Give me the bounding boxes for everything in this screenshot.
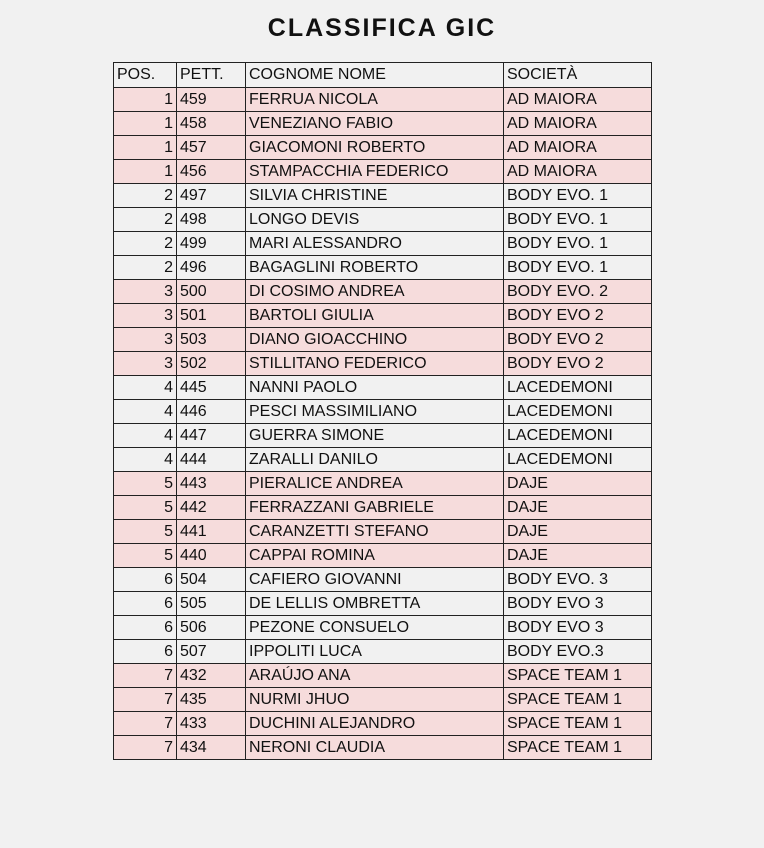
bib-cell: 446 xyxy=(177,400,246,424)
club-cell: SPACE TEAM 1 xyxy=(504,736,652,760)
position-cell: 6 xyxy=(114,568,177,592)
position-cell: 6 xyxy=(114,616,177,640)
name-cell: CARANZETTI STEFANO xyxy=(246,520,504,544)
bib-cell: 445 xyxy=(177,376,246,400)
table-row xyxy=(114,640,652,664)
name-cell: BAGAGLINI ROBERTO xyxy=(246,256,504,280)
table-row xyxy=(114,448,652,472)
table-row xyxy=(114,472,652,496)
club-cell: BODY EVO. 1 xyxy=(504,232,652,256)
bib-cell: 435 xyxy=(177,688,246,712)
name-cell: CAPPAI ROMINA xyxy=(246,544,504,568)
bib-cell: 447 xyxy=(177,424,246,448)
name-cell: GUERRA SIMONE xyxy=(246,424,504,448)
club-cell: BODY EVO.3 xyxy=(504,640,652,664)
bib-cell: 506 xyxy=(177,616,246,640)
position-cell: 1 xyxy=(114,160,177,184)
position-cell: 6 xyxy=(114,640,177,664)
name-cell: NURMI JHUO xyxy=(246,688,504,712)
club-cell: LACEDEMONI xyxy=(504,376,652,400)
name-cell: ZARALLI DANILO xyxy=(246,448,504,472)
table-row xyxy=(114,232,652,256)
club-cell: BODY EVO 3 xyxy=(504,592,652,616)
club-cell: SPACE TEAM 1 xyxy=(504,688,652,712)
page-title: CLASSIFICA GIC xyxy=(267,14,497,42)
club-cell: BODY EVO. 3 xyxy=(504,568,652,592)
name-cell: IPPOLITI LUCA xyxy=(246,640,504,664)
club-cell: BODY EVO. 1 xyxy=(504,256,652,280)
name-cell: DUCHINI ALEJANDRO xyxy=(246,712,504,736)
table-row xyxy=(114,424,652,448)
table-row xyxy=(114,520,652,544)
name-cell: ARAÚJO ANA xyxy=(246,664,504,688)
position-cell: 5 xyxy=(114,472,177,496)
position-cell: 4 xyxy=(114,448,177,472)
position-cell: 7 xyxy=(114,688,177,712)
name-cell: SILVIA CHRISTINE xyxy=(246,184,504,208)
name-cell: FERRUA NICOLA xyxy=(246,88,504,112)
column-header-club: SOCIETÀ xyxy=(504,63,652,88)
position-cell: 5 xyxy=(114,544,177,568)
bib-cell: 500 xyxy=(177,280,246,304)
bib-cell: 434 xyxy=(177,736,246,760)
name-cell: DIANO GIOACCHINO xyxy=(246,328,504,352)
club-cell: BODY EVO 2 xyxy=(504,352,652,376)
position-cell: 1 xyxy=(114,136,177,160)
table-row xyxy=(114,280,652,304)
position-cell: 3 xyxy=(114,352,177,376)
header-row xyxy=(114,63,652,88)
name-cell: NANNI PAOLO xyxy=(246,376,504,400)
name-cell: CAFIERO GIOVANNI xyxy=(246,568,504,592)
bib-cell: 499 xyxy=(177,232,246,256)
club-cell: DAJE xyxy=(504,544,652,568)
club-cell: BODY EVO. 1 xyxy=(504,184,652,208)
table-row xyxy=(114,400,652,424)
table-row xyxy=(114,352,652,376)
bib-cell: 507 xyxy=(177,640,246,664)
club-cell: BODY EVO. 2 xyxy=(504,280,652,304)
name-cell: NERONI CLAUDIA xyxy=(246,736,504,760)
position-cell: 5 xyxy=(114,496,177,520)
name-cell: LONGO DEVIS xyxy=(246,208,504,232)
club-cell: AD MAIORA xyxy=(504,112,652,136)
position-cell: 1 xyxy=(114,112,177,136)
club-cell: LACEDEMONI xyxy=(504,424,652,448)
position-cell: 3 xyxy=(114,280,177,304)
position-cell: 3 xyxy=(114,328,177,352)
table-row xyxy=(114,592,652,616)
position-cell: 2 xyxy=(114,184,177,208)
club-cell: SPACE TEAM 1 xyxy=(504,712,652,736)
position-cell: 6 xyxy=(114,592,177,616)
position-cell: 7 xyxy=(114,664,177,688)
club-cell: AD MAIORA xyxy=(504,88,652,112)
position-cell: 4 xyxy=(114,400,177,424)
name-cell: DE LELLIS OMBRETTA xyxy=(246,592,504,616)
position-cell: 7 xyxy=(114,712,177,736)
bib-cell: 456 xyxy=(177,160,246,184)
bib-cell: 502 xyxy=(177,352,246,376)
table-row xyxy=(114,712,652,736)
position-cell: 2 xyxy=(114,232,177,256)
club-cell: SPACE TEAM 1 xyxy=(504,664,652,688)
bib-cell: 501 xyxy=(177,304,246,328)
bib-cell: 433 xyxy=(177,712,246,736)
position-cell: 2 xyxy=(114,256,177,280)
name-cell: STILLITANO FEDERICO xyxy=(246,352,504,376)
table-row xyxy=(114,376,652,400)
club-cell: BODY EVO 2 xyxy=(504,328,652,352)
bib-cell: 497 xyxy=(177,184,246,208)
table-row xyxy=(114,112,652,136)
position-cell: 2 xyxy=(114,208,177,232)
position-cell: 4 xyxy=(114,376,177,400)
table-row xyxy=(114,664,652,688)
club-cell: LACEDEMONI xyxy=(504,400,652,424)
name-cell: PEZONE CONSUELO xyxy=(246,616,504,640)
table-row xyxy=(114,616,652,640)
name-cell: PESCI MASSIMILIANO xyxy=(246,400,504,424)
bib-cell: 505 xyxy=(177,592,246,616)
name-cell: FERRAZZANI GABRIELE xyxy=(246,496,504,520)
table-row xyxy=(114,328,652,352)
club-cell: LACEDEMONI xyxy=(504,448,652,472)
table-row xyxy=(114,736,652,760)
table-row xyxy=(114,208,652,232)
club-cell: DAJE xyxy=(504,520,652,544)
bib-cell: 496 xyxy=(177,256,246,280)
club-cell: BODY EVO 3 xyxy=(504,616,652,640)
bib-cell: 442 xyxy=(177,496,246,520)
bib-cell: 498 xyxy=(177,208,246,232)
club-cell: DAJE xyxy=(504,472,652,496)
position-cell: 7 xyxy=(114,736,177,760)
bib-cell: 457 xyxy=(177,136,246,160)
name-cell: BARTOLI GIULIA xyxy=(246,304,504,328)
bib-cell: 459 xyxy=(177,88,246,112)
bib-cell: 458 xyxy=(177,112,246,136)
bib-cell: 504 xyxy=(177,568,246,592)
table-row xyxy=(114,304,652,328)
name-cell: DI COSIMO ANDREA xyxy=(246,280,504,304)
club-cell: AD MAIORA xyxy=(504,160,652,184)
position-cell: 3 xyxy=(114,304,177,328)
position-cell: 4 xyxy=(114,424,177,448)
ranking-table xyxy=(113,62,652,760)
name-cell: MARI ALESSANDRO xyxy=(246,232,504,256)
table-row xyxy=(114,688,652,712)
name-cell: GIACOMONI ROBERTO xyxy=(246,136,504,160)
table-row xyxy=(114,568,652,592)
column-header-pos: POS. xyxy=(114,63,177,88)
club-cell: DAJE xyxy=(504,496,652,520)
table-row xyxy=(114,136,652,160)
table-row xyxy=(114,88,652,112)
table-row xyxy=(114,184,652,208)
table-row xyxy=(114,160,652,184)
position-cell: 1 xyxy=(114,88,177,112)
column-header-bib: PETT. xyxy=(177,63,246,88)
table-row xyxy=(114,544,652,568)
bib-cell: 432 xyxy=(177,664,246,688)
position-cell: 5 xyxy=(114,520,177,544)
table-row xyxy=(114,496,652,520)
name-cell: PIERALICE ANDREA xyxy=(246,472,504,496)
name-cell: STAMPACCHIA FEDERICO xyxy=(246,160,504,184)
bib-cell: 440 xyxy=(177,544,246,568)
bib-cell: 503 xyxy=(177,328,246,352)
club-cell: BODY EVO 2 xyxy=(504,304,652,328)
table-row xyxy=(114,256,652,280)
bib-cell: 443 xyxy=(177,472,246,496)
bib-cell: 441 xyxy=(177,520,246,544)
name-cell: VENEZIANO FABIO xyxy=(246,112,504,136)
column-header-name: COGNOME NOME xyxy=(246,63,504,88)
club-cell: BODY EVO. 1 xyxy=(504,208,652,232)
bib-cell: 444 xyxy=(177,448,246,472)
club-cell: AD MAIORA xyxy=(504,136,652,160)
